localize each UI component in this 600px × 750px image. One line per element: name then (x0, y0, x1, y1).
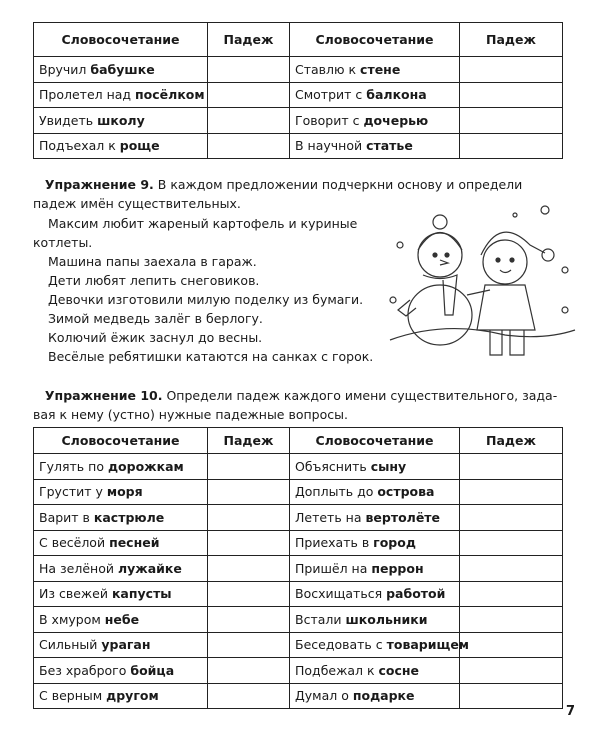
phrase-cell (34, 108, 208, 134)
case-answer-cell[interactable] (460, 581, 563, 607)
phrase-text: С верным (39, 688, 107, 704)
noun-word: лужайке (117, 560, 182, 576)
phrase-cell (34, 57, 208, 83)
table-row (34, 454, 563, 480)
sentence: Колючий ёжик заснул до весны. (48, 330, 263, 345)
table-row (34, 658, 563, 684)
case-answer-cell[interactable] (208, 683, 290, 709)
noun-word: дочерью (363, 112, 429, 128)
case-answer-cell[interactable] (208, 505, 290, 531)
noun-word: небе (104, 611, 140, 627)
case-table-1 (33, 22, 563, 159)
phrase-cell (34, 133, 208, 159)
case-answer-cell[interactable] (208, 133, 290, 159)
case-answer-cell[interactable] (208, 479, 290, 505)
phrase-cell (34, 505, 208, 531)
phrase-text: Из свежей (39, 586, 112, 602)
sentence: котлеты. (33, 235, 93, 250)
phrase-cell (290, 556, 460, 582)
case-answer-cell[interactable] (208, 607, 290, 633)
phrase-text: Пролетел над (39, 87, 136, 103)
case-answer-cell[interactable] (460, 57, 563, 83)
table-row (34, 57, 563, 83)
noun-word: вертолёте (365, 509, 441, 525)
phrase-text: Приехать в (295, 535, 374, 551)
phrase-text: Вручил (39, 61, 91, 77)
phrase-cell (290, 108, 460, 134)
exercise-9-title: Упражнение 9. (44, 177, 154, 192)
phrase-cell (290, 479, 460, 505)
phrase-cell (34, 632, 208, 658)
phrase-text: Говорит с (295, 112, 364, 128)
phrase-cell (290, 632, 470, 658)
noun-word: балкона (366, 87, 427, 103)
phrase-cell (34, 581, 208, 607)
case-answer-cell[interactable] (460, 108, 563, 134)
table-row (34, 505, 563, 531)
phrase-text: Увидеть (39, 112, 98, 128)
phrase-cell (290, 581, 460, 607)
noun-word: товарищем (386, 637, 470, 653)
case-answer-cell[interactable] (208, 108, 290, 134)
task-text: В каждом предложении подчеркни основу и определи (153, 177, 523, 192)
table-row (34, 530, 563, 556)
phrase-cell (290, 133, 460, 159)
page-number: 7 (566, 704, 576, 719)
phrase-cell (34, 658, 208, 684)
header-case: Падеж (208, 428, 290, 454)
phrase-text: Лететь на (295, 509, 366, 525)
case-answer-cell[interactable] (460, 683, 563, 709)
noun-word: стене (360, 61, 401, 77)
case-answer-cell[interactable] (460, 479, 563, 505)
table-row (34, 479, 563, 505)
table-row (34, 108, 563, 134)
phrase-text: В хмуром (39, 611, 105, 627)
noun-word: моря (106, 484, 143, 500)
phrase-text: Объяснить (295, 458, 371, 474)
phrase-text: На зелёной (39, 560, 118, 576)
noun-word: подарке (352, 688, 415, 704)
noun-word: роще (119, 138, 160, 154)
case-answer-cell[interactable] (208, 556, 290, 582)
phrase-cell (290, 607, 460, 633)
phrase-text: Сильный (39, 637, 102, 653)
phrase-text: Встали (295, 611, 346, 627)
sentence: Весёлые ребятишки катаются на санках с горок. (48, 349, 374, 364)
phrase-cell (290, 57, 460, 83)
task-text: Определи падеж каждого имени существительного, зада- (162, 388, 558, 403)
header-case: Падеж (460, 428, 563, 454)
case-answer-cell[interactable] (460, 133, 563, 159)
sentence: Машина папы заехала в гараж. (48, 254, 257, 269)
noun-word: сыну (370, 458, 407, 474)
noun-word: работой (386, 586, 446, 602)
phrase-cell (290, 505, 460, 531)
header-phrase: Словосочетание (34, 428, 208, 454)
case-table-2 (33, 427, 563, 709)
phrase-text: Гулять по (39, 458, 108, 474)
phrase-cell (34, 454, 208, 480)
case-answer-cell[interactable] (208, 530, 290, 556)
case-answer-cell[interactable] (208, 581, 290, 607)
noun-word: бабушке (90, 61, 155, 77)
phrase-text: Смотрит с (295, 87, 367, 103)
phrase-text: Подбежал к (295, 662, 379, 678)
case-answer-cell[interactable] (208, 632, 290, 658)
phrase-cell (34, 82, 208, 108)
case-answer-cell[interactable] (208, 82, 290, 108)
header-case: Падеж (208, 23, 290, 57)
case-answer-cell[interactable] (208, 57, 290, 83)
noun-word: кастрюле (93, 509, 165, 525)
phrase-cell (290, 683, 460, 709)
case-answer-cell[interactable] (460, 658, 563, 684)
phrase-text: Ставлю к (295, 61, 361, 77)
exercise-10-task (33, 386, 563, 424)
header-phrase: Словосочетание (290, 428, 460, 454)
phrase-text: Грустит у (39, 484, 107, 500)
phrase-cell (290, 454, 460, 480)
header-phrase: Словосочетание (290, 23, 460, 57)
noun-word: бойца (130, 662, 175, 678)
phrase-text: Подъехал к (39, 138, 120, 154)
case-answer-cell[interactable] (208, 454, 290, 480)
noun-word: острова (377, 484, 435, 500)
case-answer-cell[interactable] (460, 82, 563, 108)
case-answer-cell[interactable] (460, 505, 563, 531)
phrase-text: Беседовать с (295, 637, 387, 653)
phrase-cell (290, 82, 460, 108)
phrase-text: Доплыть до (295, 484, 378, 500)
noun-word: ураган (101, 637, 151, 653)
task-text: падеж имён существительных. (33, 196, 241, 211)
phrase-cell (34, 556, 208, 582)
sentence: Дети любят лепить снеговиков. (48, 273, 260, 288)
phrase-text: Пришёл на (295, 560, 372, 576)
noun-word: дорожкам (107, 458, 184, 474)
table-row (34, 581, 563, 607)
table-row (34, 82, 563, 108)
case-answer-cell[interactable] (460, 530, 563, 556)
header-phrase: Словосочетание (34, 23, 208, 57)
phrase-cell (290, 530, 460, 556)
phrase-cell (34, 530, 208, 556)
phrase-text: В научной (295, 138, 367, 154)
phrase-text: Думал о (295, 688, 353, 704)
snowman-and-child-illustration (385, 200, 580, 370)
phrase-text: Без храброго (39, 662, 131, 678)
phrase-cell (290, 658, 460, 684)
sentence: Зимой медведь залёг в берлогу. (48, 311, 263, 326)
table-row (34, 632, 563, 658)
table-row (34, 556, 563, 582)
phrase-text: Варит в (39, 509, 94, 525)
noun-word: сосне (378, 662, 420, 678)
noun-word: школу (97, 112, 145, 128)
noun-word: посёлком (135, 87, 205, 103)
sentence: Максим любит жареный картофель и куриные (48, 216, 358, 231)
table-row (34, 133, 563, 159)
table-row (34, 683, 563, 709)
task-text: вая к нему (устно) нужные падежные вопросы. (33, 407, 348, 422)
noun-word: песней (109, 535, 160, 551)
noun-word: город (373, 535, 416, 551)
noun-word: статье (366, 138, 413, 154)
sentence: Девочки изготовили милую поделку из бумаги. (48, 292, 364, 307)
phrase-text: Восхищаться (295, 586, 387, 602)
noun-word: школьники (345, 611, 428, 627)
case-answer-cell[interactable] (460, 632, 563, 658)
case-answer-cell[interactable] (460, 454, 563, 480)
noun-word: другом (106, 688, 159, 704)
table-row (34, 607, 563, 633)
noun-word: капусты (111, 586, 172, 602)
noun-word: перрон (371, 560, 424, 576)
header-case: Падеж (460, 23, 563, 57)
phrase-cell (34, 607, 208, 633)
phrase-text: С весёлой (39, 535, 110, 551)
case-answer-cell[interactable] (460, 607, 563, 633)
case-answer-cell[interactable] (208, 658, 290, 684)
phrase-cell (34, 479, 208, 505)
case-answer-cell[interactable] (460, 556, 563, 582)
exercise-10-title: Упражнение 10. (44, 388, 163, 403)
phrase-cell (34, 683, 208, 709)
